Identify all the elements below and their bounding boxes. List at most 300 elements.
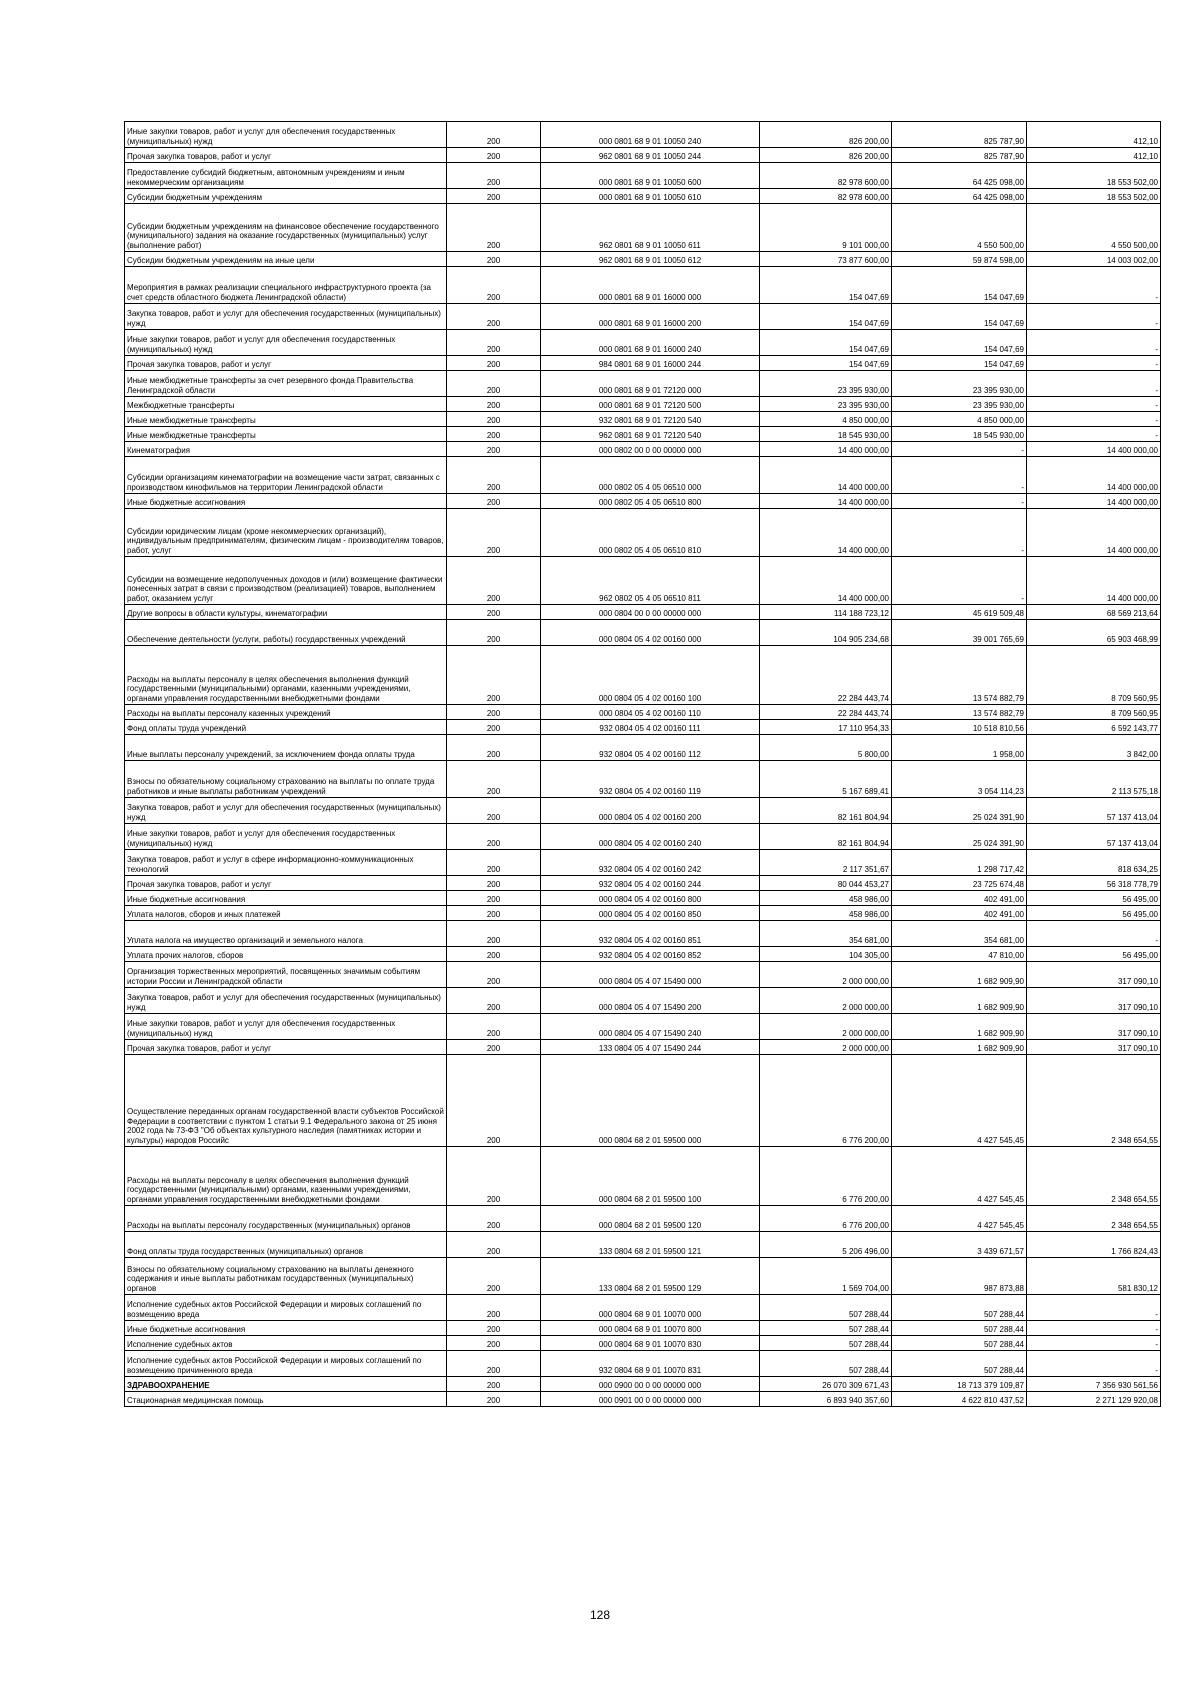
row-classification-code: 932 0804 05 4 02 00160 112 (541, 735, 760, 761)
table-row (125, 1040, 1161, 1055)
row-unexecuted-amount: - (1027, 1336, 1161, 1351)
row-line-code: 200 (447, 457, 541, 494)
row-unexecuted-amount: - (1027, 371, 1161, 397)
row-classification-code: 932 0804 05 4 02 00160 242 (541, 850, 760, 876)
row-name: Прочая закупка товаров, работ и услуг (125, 148, 447, 163)
row-approved-amount: 17 110 954,33 (760, 720, 892, 735)
row-classification-code: 000 0804 05 4 02 00160 000 (541, 620, 760, 646)
row-name: Взносы по обязательному социальному страхованию на выплаты денежного содержания и иные выплаты работникам государственных (муниципальных) органов (125, 1258, 447, 1295)
row-name: Иные межбюджетные трансферты (125, 427, 447, 442)
row-line-code: 200 (447, 1040, 541, 1055)
row-name: Расходы на выплаты персоналу казенных учреждений (125, 705, 447, 720)
row-classification-code: 000 0804 05 4 02 00160 110 (541, 705, 760, 720)
row-unexecuted-amount: 65 903 468,99 (1027, 620, 1161, 646)
row-unexecuted-amount: 3 842,00 (1027, 735, 1161, 761)
row-approved-amount: 5 167 689,41 (760, 761, 892, 798)
row-line-code: 200 (447, 735, 541, 761)
table-row (125, 557, 1161, 605)
row-unexecuted-amount: 18 553 502,00 (1027, 163, 1161, 189)
row-line-code: 200 (447, 947, 541, 962)
table-row (125, 1206, 1161, 1232)
row-name: Прочая закупка товаров, работ и услуг (125, 356, 447, 371)
row-executed-amount: - (892, 442, 1027, 457)
row-approved-amount: 26 070 309 671,43 (760, 1377, 892, 1392)
row-approved-amount: 354 681,00 (760, 921, 892, 947)
row-approved-amount: 80 044 453,27 (760, 876, 892, 891)
table-row (125, 962, 1161, 988)
row-line-code: 200 (447, 122, 541, 148)
row-approved-amount: 14 400 000,00 (760, 457, 892, 494)
row-classification-code: 000 0804 68 9 01 10070 000 (541, 1295, 760, 1321)
row-name: Иные межбюджетные трансферты (125, 412, 447, 427)
row-unexecuted-amount: - (1027, 1295, 1161, 1321)
row-classification-code: 000 0802 05 4 05 06510 800 (541, 494, 760, 509)
row-unexecuted-amount: - (1027, 267, 1161, 304)
table-row (125, 252, 1161, 267)
row-line-code: 200 (447, 824, 541, 850)
row-name: Расходы на выплаты персоналу в целях обеспечения выполнения функций государственными (муниципальными) органами, казенными учреждениями, органами управления государственными внебюджетными фондами (125, 646, 447, 705)
row-classification-code: 000 0801 68 9 01 10050 600 (541, 163, 760, 189)
table-row (125, 761, 1161, 798)
row-unexecuted-amount: 14 400 000,00 (1027, 457, 1161, 494)
row-unexecuted-amount: 412,10 (1027, 122, 1161, 148)
row-approved-amount: 114 188 723,12 (760, 605, 892, 620)
table-row (125, 1392, 1161, 1407)
row-classification-code: 932 0804 05 4 02 00160 851 (541, 921, 760, 947)
row-line-code: 200 (447, 1351, 541, 1377)
row-unexecuted-amount: 317 090,10 (1027, 988, 1161, 1014)
row-classification-code: 000 0804 68 2 01 59500 100 (541, 1147, 760, 1206)
row-unexecuted-amount: 2 348 654,55 (1027, 1055, 1161, 1147)
row-classification-code: 000 0801 68 9 01 72120 500 (541, 397, 760, 412)
row-name: Субсидии бюджетным учреждениям на финансовое обеспечение государственного (муниципального) задания на оказание государственных (муниципальных) услуг (выполнение работ) (125, 204, 447, 252)
row-classification-code: 000 0801 68 9 01 10050 240 (541, 122, 760, 148)
row-classification-code: 962 0801 68 9 01 10050 612 (541, 252, 760, 267)
row-executed-amount: 825 787,90 (892, 148, 1027, 163)
row-unexecuted-amount: 2 113 575,18 (1027, 761, 1161, 798)
row-classification-code: 133 0804 05 4 07 15490 244 (541, 1040, 760, 1055)
row-line-code: 200 (447, 906, 541, 921)
row-classification-code: 962 0801 68 9 01 10050 611 (541, 204, 760, 252)
table-row (125, 605, 1161, 620)
row-approved-amount: 154 047,69 (760, 267, 892, 304)
row-unexecuted-amount: 2 348 654,55 (1027, 1147, 1161, 1206)
row-name: Межбюджетные трансферты (125, 397, 447, 412)
row-name: Иные закупки товаров, работ и услуг для обеспечения государственных (муниципальных) нужд (125, 824, 447, 850)
row-name: Иные бюджетные ассигнования (125, 1321, 447, 1336)
row-classification-code: 000 0804 05 4 02 00160 200 (541, 798, 760, 824)
row-name: Прочая закупка товаров, работ и услуг (125, 1040, 447, 1055)
row-executed-amount: 987 873,88 (892, 1258, 1027, 1295)
table-row (125, 457, 1161, 494)
row-unexecuted-amount: - (1027, 412, 1161, 427)
table-row (125, 705, 1161, 720)
row-classification-code: 000 0801 68 9 01 72120 000 (541, 371, 760, 397)
row-unexecuted-amount: - (1027, 1351, 1161, 1377)
table-row (125, 891, 1161, 906)
row-classification-code: 000 0804 05 4 02 00160 800 (541, 891, 760, 906)
row-classification-code: 000 0901 00 0 00 00000 000 (541, 1392, 760, 1407)
row-name: Иные бюджетные ассигнования (125, 891, 447, 906)
row-classification-code: 000 0801 68 9 01 10050 610 (541, 189, 760, 204)
table-row (125, 1232, 1161, 1258)
row-line-code: 200 (447, 798, 541, 824)
row-name: Фонд оплаты труда государственных (муниципальных) органов (125, 1232, 447, 1258)
row-approved-amount: 154 047,69 (760, 330, 892, 356)
row-name: Уплата налога на имущество организаций и земельного налога (125, 921, 447, 947)
row-executed-amount: 4 427 545,45 (892, 1055, 1027, 1147)
row-approved-amount: 507 288,44 (760, 1321, 892, 1336)
row-name: Прочая закупка товаров, работ и услуг (125, 876, 447, 891)
row-unexecuted-amount: - (1027, 921, 1161, 947)
table-row (125, 824, 1161, 850)
row-line-code: 200 (447, 1206, 541, 1232)
table-row (125, 163, 1161, 189)
table-row (125, 876, 1161, 891)
table-row (125, 442, 1161, 457)
row-line-code: 200 (447, 1295, 541, 1321)
row-line-code: 200 (447, 371, 541, 397)
row-classification-code: 133 0804 68 2 01 59500 129 (541, 1258, 760, 1295)
row-name: Субсидии бюджетным учреждениям (125, 189, 447, 204)
table-row (125, 330, 1161, 356)
row-approved-amount: 73 877 600,00 (760, 252, 892, 267)
row-unexecuted-amount: 2 271 129 920,08 (1027, 1392, 1161, 1407)
row-approved-amount: 23 395 930,00 (760, 371, 892, 397)
row-name: Осуществление переданных органам государственной власти субъектов Российской Федерации в соответствии с пунктом 1 статьи 9.1 Федерального закона от 25 июня 2002 года № 73-ФЗ "Об объектах культурного наследия (памятниках истории и культуры) народов Российс (125, 1055, 447, 1147)
row-line-code: 200 (447, 1336, 541, 1351)
row-line-code: 200 (447, 356, 541, 371)
row-name: Иные закупки товаров, работ и услуг для обеспечения государственных (муниципальных) нужд (125, 1014, 447, 1040)
row-unexecuted-amount: 317 090,10 (1027, 1014, 1161, 1040)
table-row (125, 720, 1161, 735)
row-executed-amount: 154 047,69 (892, 330, 1027, 356)
row-line-code: 200 (447, 204, 541, 252)
table-body (125, 122, 1161, 1407)
row-unexecuted-amount: - (1027, 356, 1161, 371)
row-line-code: 200 (447, 267, 541, 304)
row-executed-amount: 39 001 765,69 (892, 620, 1027, 646)
table-row (125, 1336, 1161, 1351)
row-name: Субсидии на возмещение недополученных доходов и (или) возмещение фактически понесенных затрат в связи с производством (реализацией) товаров, выполнением работ, оказанием услуг (125, 557, 447, 605)
row-classification-code: 133 0804 68 2 01 59500 121 (541, 1232, 760, 1258)
row-classification-code: 000 0804 68 9 01 10070 800 (541, 1321, 760, 1336)
row-unexecuted-amount: - (1027, 1321, 1161, 1336)
row-classification-code: 000 0801 68 9 01 16000 240 (541, 330, 760, 356)
row-executed-amount: 4 622 810 437,52 (892, 1392, 1027, 1407)
row-approved-amount: 82 978 600,00 (760, 189, 892, 204)
row-executed-amount: 23 725 674,48 (892, 876, 1027, 891)
row-classification-code: 000 0900 00 0 00 00000 000 (541, 1377, 760, 1392)
row-approved-amount: 14 400 000,00 (760, 557, 892, 605)
row-unexecuted-amount: 2 348 654,55 (1027, 1206, 1161, 1232)
row-approved-amount: 826 200,00 (760, 122, 892, 148)
row-line-code: 200 (447, 1147, 541, 1206)
row-line-code: 200 (447, 1377, 541, 1392)
row-classification-code: 000 0801 68 9 01 16000 000 (541, 267, 760, 304)
row-name: Взносы по обязательному социальному страхованию на выплаты по оплате труда работников и иные выплаты работникам учреждений (125, 761, 447, 798)
row-classification-code: 962 0802 05 4 05 06510 811 (541, 557, 760, 605)
row-executed-amount: - (892, 494, 1027, 509)
row-executed-amount: 507 288,44 (892, 1321, 1027, 1336)
row-approved-amount: 2 117 351,67 (760, 850, 892, 876)
row-line-code: 200 (447, 509, 541, 557)
row-line-code: 200 (447, 1258, 541, 1295)
row-classification-code: 000 0801 68 9 01 16000 200 (541, 304, 760, 330)
row-classification-code: 962 0801 68 9 01 72120 540 (541, 427, 760, 442)
row-unexecuted-amount: 68 569 213,64 (1027, 605, 1161, 620)
row-approved-amount: 82 161 804,94 (760, 824, 892, 850)
row-executed-amount: 402 491,00 (892, 891, 1027, 906)
row-line-code: 200 (447, 163, 541, 189)
row-executed-amount: 507 288,44 (892, 1351, 1027, 1377)
table-row (125, 850, 1161, 876)
row-approved-amount: 104 905 234,68 (760, 620, 892, 646)
row-unexecuted-amount: 818 634,25 (1027, 850, 1161, 876)
row-line-code: 200 (447, 850, 541, 876)
table-row (125, 1321, 1161, 1336)
row-executed-amount: 10 518 810,56 (892, 720, 1027, 735)
row-unexecuted-amount: 317 090,10 (1027, 962, 1161, 988)
row-classification-code: 000 0804 68 9 01 10070 830 (541, 1336, 760, 1351)
row-unexecuted-amount: 18 553 502,00 (1027, 189, 1161, 204)
row-approved-amount: 154 047,69 (760, 356, 892, 371)
row-line-code: 200 (447, 189, 541, 204)
row-executed-amount: 4 427 545,45 (892, 1206, 1027, 1232)
row-line-code: 200 (447, 1055, 541, 1147)
row-unexecuted-amount: 57 137 413,04 (1027, 798, 1161, 824)
row-executed-amount: 1 682 909,90 (892, 988, 1027, 1014)
row-name: Закупка товаров, работ и услуг для обеспечения государственных (муниципальных) нужд (125, 798, 447, 824)
row-classification-code: 000 0804 68 2 01 59500 120 (541, 1206, 760, 1232)
row-classification-code: 000 0804 00 0 00 00000 000 (541, 605, 760, 620)
row-line-code: 200 (447, 620, 541, 646)
row-classification-code: 000 0802 05 4 05 06510 000 (541, 457, 760, 494)
row-classification-code: 962 0801 68 9 01 10050 244 (541, 148, 760, 163)
table-row (125, 646, 1161, 705)
row-line-code: 200 (447, 427, 541, 442)
row-classification-code: 932 0804 05 4 02 00160 852 (541, 947, 760, 962)
table-row (125, 1295, 1161, 1321)
row-name: ЗДРАВООХРАНЕНИЕ (125, 1377, 447, 1392)
row-unexecuted-amount: 57 137 413,04 (1027, 824, 1161, 850)
row-approved-amount: 507 288,44 (760, 1336, 892, 1351)
row-executed-amount: 13 574 882,79 (892, 705, 1027, 720)
row-name: Уплата прочих налогов, сборов (125, 947, 447, 962)
row-line-code: 200 (447, 705, 541, 720)
budget-sheet (124, 121, 1160, 1407)
table-row (125, 494, 1161, 509)
table-row (125, 1377, 1161, 1392)
row-line-code: 200 (447, 412, 541, 427)
table-row (125, 921, 1161, 947)
row-name: Исполнение судебных актов (125, 1336, 447, 1351)
row-line-code: 200 (447, 761, 541, 798)
row-approved-amount: 2 000 000,00 (760, 962, 892, 988)
page-number: 128 (589, 1608, 611, 1622)
row-name: Другие вопросы в области культуры, кинематографии (125, 605, 447, 620)
row-approved-amount: 6 776 200,00 (760, 1055, 892, 1147)
row-name: Иные закупки товаров, работ и услуг для обеспечения государственных (муниципальных) нужд (125, 122, 447, 148)
row-unexecuted-amount: 4 550 500,00 (1027, 204, 1161, 252)
row-unexecuted-amount: 1 766 824,43 (1027, 1232, 1161, 1258)
row-executed-amount: 59 874 598,00 (892, 252, 1027, 267)
table-row (125, 427, 1161, 442)
row-executed-amount: 402 491,00 (892, 906, 1027, 921)
row-line-code: 200 (447, 962, 541, 988)
row-unexecuted-amount: 581 830,12 (1027, 1258, 1161, 1295)
table-row (125, 509, 1161, 557)
row-executed-amount: 1 682 909,90 (892, 1040, 1027, 1055)
row-line-code: 200 (447, 304, 541, 330)
row-approved-amount: 6 776 200,00 (760, 1206, 892, 1232)
row-line-code: 200 (447, 1392, 541, 1407)
row-executed-amount: 23 395 930,00 (892, 371, 1027, 397)
row-executed-amount: 1 958,00 (892, 735, 1027, 761)
table-row (125, 1351, 1161, 1377)
row-approved-amount: 82 161 804,94 (760, 798, 892, 824)
row-classification-code: 000 0804 05 4 02 00160 240 (541, 824, 760, 850)
row-approved-amount: 23 395 930,00 (760, 397, 892, 412)
row-unexecuted-amount: 8 709 560,95 (1027, 705, 1161, 720)
row-unexecuted-amount: 6 592 143,77 (1027, 720, 1161, 735)
row-classification-code: 000 0802 00 0 00 00000 000 (541, 442, 760, 457)
row-unexecuted-amount: - (1027, 304, 1161, 330)
row-line-code: 200 (447, 330, 541, 356)
row-name: Иные закупки товаров, работ и услуг для обеспечения государственных (муниципальных) нужд (125, 330, 447, 356)
table-row (125, 356, 1161, 371)
row-name: Закупка товаров, работ и услуг для обеспечения государственных (муниципальных) нужд (125, 988, 447, 1014)
row-executed-amount: 13 574 882,79 (892, 646, 1027, 705)
row-name: Обеспечение деятельности (услуги, работы) государственных учреждений (125, 620, 447, 646)
row-unexecuted-amount: 14 400 000,00 (1027, 442, 1161, 457)
table-row (125, 947, 1161, 962)
row-executed-amount: 4 850 000,00 (892, 412, 1027, 427)
row-unexecuted-amount: 14 400 000,00 (1027, 494, 1161, 509)
row-unexecuted-amount: 14 003 002,00 (1027, 252, 1161, 267)
row-approved-amount: 14 400 000,00 (760, 442, 892, 457)
row-unexecuted-amount: 7 356 930 561,56 (1027, 1377, 1161, 1392)
row-classification-code: 000 0802 05 4 05 06510 810 (541, 509, 760, 557)
row-line-code: 200 (447, 494, 541, 509)
row-approved-amount: 5 206 496,00 (760, 1232, 892, 1258)
row-line-code: 200 (447, 605, 541, 620)
row-classification-code: 932 0801 68 9 01 72120 540 (541, 412, 760, 427)
row-classification-code: 000 0804 05 4 02 00160 100 (541, 646, 760, 705)
row-approved-amount: 14 400 000,00 (760, 509, 892, 557)
row-line-code: 200 (447, 646, 541, 705)
table-row (125, 735, 1161, 761)
row-executed-amount: 4 427 545,45 (892, 1147, 1027, 1206)
row-classification-code: 000 0804 05 4 07 15490 200 (541, 988, 760, 1014)
row-unexecuted-amount: 56 495,00 (1027, 947, 1161, 962)
row-approved-amount: 507 288,44 (760, 1351, 892, 1377)
table-row (125, 267, 1161, 304)
row-name: Субсидии организациям кинематографии на возмещение части затрат, связанных с производством кинофильмов на территории Ленинградской области (125, 457, 447, 494)
row-executed-amount: 18 545 930,00 (892, 427, 1027, 442)
row-approved-amount: 22 284 443,74 (760, 705, 892, 720)
row-unexecuted-amount: 412,10 (1027, 148, 1161, 163)
row-line-code: 200 (447, 557, 541, 605)
row-approved-amount: 4 850 000,00 (760, 412, 892, 427)
row-executed-amount: 25 024 391,90 (892, 824, 1027, 850)
table-row (125, 371, 1161, 397)
row-executed-amount: 64 425 098,00 (892, 189, 1027, 204)
row-approved-amount: 1 569 704,00 (760, 1258, 892, 1295)
row-name: Закупка товаров, работ и услуг в сфере информационно-коммуникационных технологий (125, 850, 447, 876)
row-approved-amount: 6 776 200,00 (760, 1147, 892, 1206)
row-name: Исполнение судебных актов Российской Федерации и мировых соглашений по возмещению причиненного вреда (125, 1351, 447, 1377)
row-name: Фонд оплаты труда учреждений (125, 720, 447, 735)
row-name: Расходы на выплаты персоналу государственных (муниципальных) органов (125, 1206, 447, 1232)
table-row (125, 412, 1161, 427)
table-row (125, 798, 1161, 824)
row-name: Исполнение судебных актов Российской Федерации и мировых соглашений по возмещению вреда (125, 1295, 447, 1321)
row-executed-amount: 23 395 930,00 (892, 397, 1027, 412)
row-classification-code: 000 0804 05 4 07 15490 240 (541, 1014, 760, 1040)
row-unexecuted-amount: - (1027, 330, 1161, 356)
row-name: Предоставление субсидий бюджетным, автономным учреждениям и иным некоммерческим организациям (125, 163, 447, 189)
row-executed-amount: 154 047,69 (892, 304, 1027, 330)
row-line-code: 200 (447, 442, 541, 457)
table-row (125, 620, 1161, 646)
row-executed-amount: - (892, 509, 1027, 557)
row-approved-amount: 22 284 443,74 (760, 646, 892, 705)
row-name: Расходы на выплаты персоналу в целях обеспечения выполнения функций государственными (муниципальными) органами, казенными учреждениями, органами управления государственными внебюджетными фондами (125, 1147, 447, 1206)
row-classification-code: 932 0804 68 9 01 10070 831 (541, 1351, 760, 1377)
row-line-code: 200 (447, 891, 541, 906)
row-line-code: 200 (447, 1321, 541, 1336)
row-name: Иные бюджетные ассигнования (125, 494, 447, 509)
row-executed-amount: 1 682 909,90 (892, 1014, 1027, 1040)
row-executed-amount: - (892, 457, 1027, 494)
row-approved-amount: 2 000 000,00 (760, 1040, 892, 1055)
row-unexecuted-amount: 56 318 778,79 (1027, 876, 1161, 891)
row-name: Иные межбюджетные трансферты за счет резервного фонда Правительства Ленинградской области (125, 371, 447, 397)
row-name: Кинематография (125, 442, 447, 457)
row-unexecuted-amount: 14 400 000,00 (1027, 557, 1161, 605)
row-executed-amount: 45 619 509,48 (892, 605, 1027, 620)
table-row (125, 1147, 1161, 1206)
row-approved-amount: 5 800,00 (760, 735, 892, 761)
row-classification-code: 000 0804 05 4 02 00160 850 (541, 906, 760, 921)
row-executed-amount: 47 810,00 (892, 947, 1027, 962)
row-unexecuted-amount: 56 495,00 (1027, 891, 1161, 906)
row-name: Закупка товаров, работ и услуг для обеспечения государственных (муниципальных) нужд (125, 304, 447, 330)
row-line-code: 200 (447, 921, 541, 947)
row-classification-code: 984 0801 68 9 01 16000 244 (541, 356, 760, 371)
table-row (125, 189, 1161, 204)
row-executed-amount: - (892, 557, 1027, 605)
row-classification-code: 932 0804 05 4 02 00160 119 (541, 761, 760, 798)
row-name: Субсидии юридическим лицам (кроме некоммерческих организаций), индивидуальным предпринимателям, физическим лицам - производителям товаров, работ, услуг (125, 509, 447, 557)
row-approved-amount: 104 305,00 (760, 947, 892, 962)
row-classification-code: 932 0804 05 4 02 00160 111 (541, 720, 760, 735)
row-approved-amount: 18 545 930,00 (760, 427, 892, 442)
row-executed-amount: 64 425 098,00 (892, 163, 1027, 189)
row-line-code: 200 (447, 876, 541, 891)
row-unexecuted-amount: 8 709 560,95 (1027, 646, 1161, 705)
row-approved-amount: 507 288,44 (760, 1295, 892, 1321)
row-executed-amount: 4 550 500,00 (892, 204, 1027, 252)
row-executed-amount: 18 713 379 109,87 (892, 1377, 1027, 1392)
table-row (125, 122, 1161, 148)
row-executed-amount: 25 024 391,90 (892, 798, 1027, 824)
row-name: Организация торжественных мероприятий, посвященных значимым событиям истории России и Ленинградской области (125, 962, 447, 988)
row-approved-amount: 14 400 000,00 (760, 494, 892, 509)
row-approved-amount: 82 978 600,00 (760, 163, 892, 189)
row-executed-amount: 154 047,69 (892, 267, 1027, 304)
